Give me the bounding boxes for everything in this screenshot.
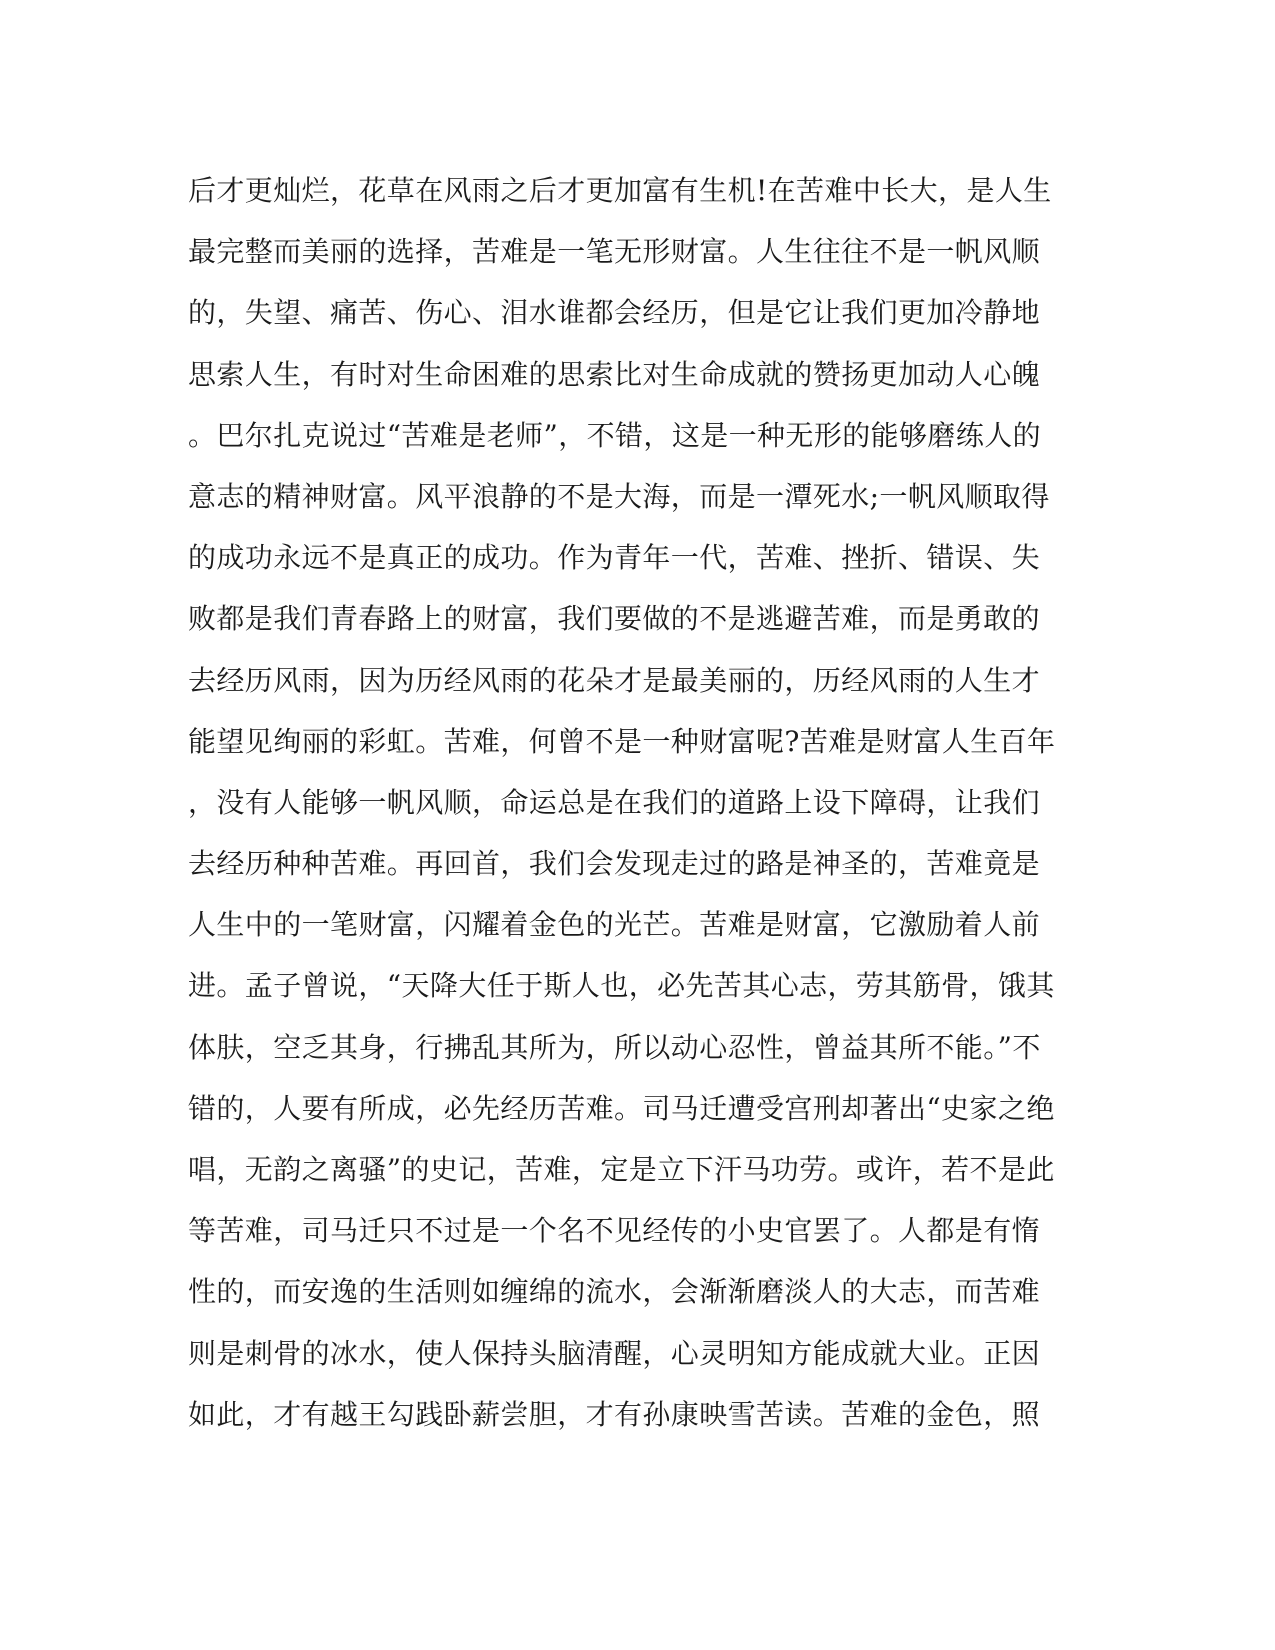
text-line: 去经历种种苦难。再回首，我们会发现走过的路是神圣的，苦难竟是 <box>188 847 1041 881</box>
text-line: 如此，才有越王勾践卧薪尝胆，才有孙康映雪苦读。苦难的金色，照 <box>188 1397 1041 1431</box>
text-line: 去经历风雨，因为历经风雨的花朵才是最美丽的，历经风雨的人生才 <box>188 663 1041 697</box>
text-line: 能望见绚丽的彩虹。苦难，何曾不是一种财富呢?苦难是财富人生百年 <box>188 724 1056 758</box>
text-line: 人生中的一笔财富，闪耀着金色的光芒。苦难是财富，它激励着人前 <box>188 908 1041 942</box>
body-text <box>188 160 1088 1445</box>
text-line: 性的，而安逸的生活则如缠绵的流水，会渐渐磨淡人的大志，而苦难 <box>188 1275 1041 1309</box>
text-line: 错的，人要有所成，必先经历苦难。司马迁遭受宫刑却著出“史家之绝 <box>188 1091 1055 1125</box>
text-line: 进。孟子曾说，“天降大任于斯人也，必先苦其心志，劳其筋骨，饿其 <box>188 969 1055 1003</box>
text-line: 则是刺骨的冰水，使人保持头脑清醒，心灵明知方能成就大业。正因 <box>188 1336 1041 1370</box>
text-line: 唱，无韵之离骚”的史记，苦难，定是立下汗马功劳。或许，若不是此 <box>188 1153 1055 1186</box>
text-line: 思索人生，有时对生命困难的思索比对生命成就的赞扬更加动人心魄 <box>188 357 1041 391</box>
text-line: 等苦难，司马迁只不过是一个名不见经传的小史官罢了。人都是有惰 <box>188 1214 1041 1248</box>
text-line: 后才更灿烂，花草在风雨之后才更加富有生机!在苦难中长大，是人生 <box>188 174 1052 207</box>
text-line: 最完整而美丽的选择，苦难是一笔无形财富。人生往往不是一帆风顺 <box>188 235 1041 269</box>
text-line: 的，失望、痛苦、伤心、泪水谁都会经历，但是它让我们更加冷静地 <box>188 296 1041 330</box>
text-line: 的成功永远不是真正的成功。作为青年一代，苦难、挫折、错误、失 <box>188 541 1041 575</box>
text-line: ，没有人能够一帆风顺，命运总是在我们的道路上设下障碍，让我们 <box>188 785 1041 819</box>
text-line: 意志的精神财富。风平浪静的不是大海，而是一潭死水;一帆风顺取得 <box>188 479 1050 513</box>
text-line: 。巴尔扎克说过“苦难是老师”，不错，这是一种无形的能够磨练人的 <box>188 418 1042 452</box>
text-line: 体肤，空乏其身，行拂乱其所为，所以动心忍性，曾益其所不能。”不 <box>188 1030 1041 1064</box>
text-line: 败都是我们青春路上的财富，我们要做的不是逃避苦难，而是勇敢的 <box>188 602 1041 636</box>
